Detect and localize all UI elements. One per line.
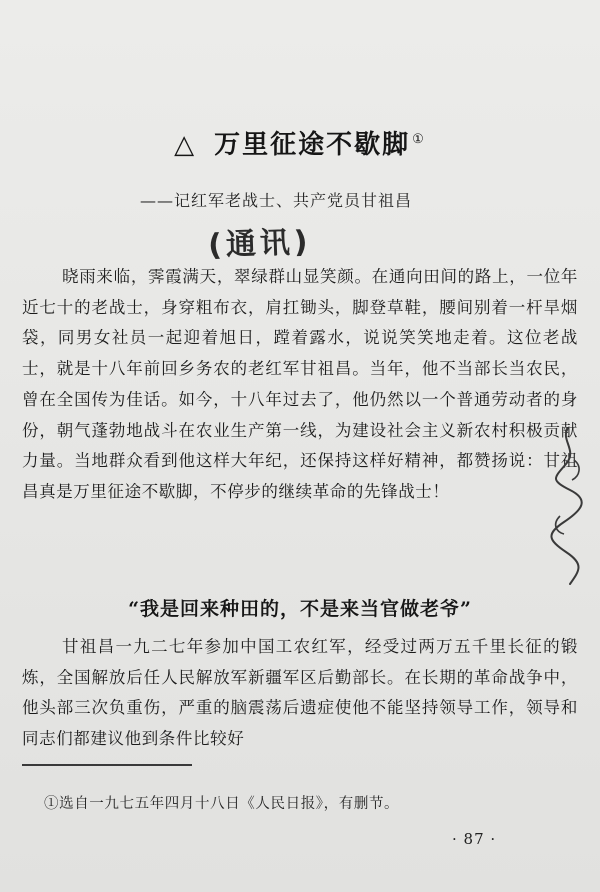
footnote-divider [22,764,192,766]
page-number: · 87 · [452,830,497,848]
title-footnote-mark: ① [412,132,426,148]
footnote: ①选自一九七五年四月十八日《人民日报》，有删节。 [44,796,400,812]
document-title [0,124,600,161]
title-text: 万里征途不歇脚 [214,130,411,160]
handwritten-annotation: (通讯) [207,224,313,264]
document-subtitle: ——记红军老战士、共产党员甘祖昌 [140,191,413,210]
body-paragraph-2: 甘祖昌一九二七年参加中国工农红军，经受过两万五千里长征的锻炼，全国解放后任人民解放军新疆军区后勤部长。在长期的革命战争中，他头部三次负重伤，严重的脑震荡后遗症使他不能坚持领导工作，领导和同志们都建议他到条件比较好 [22,637,578,749]
triangle-marker-icon: △ [174,130,197,160]
margin-scribble-icon [530,420,590,590]
body-paragraph-1: 晓雨来临，霁霞满天，翠绿群山显笑颜。在通向田间的路上，一位年近七十的老战士，身穿粗布衣，肩扛锄头，脚登草鞋，腰间别着一杆旱烟袋，同男女社员一起迎着旭日，蹚着露水，说说笑笑地走着。这位老战士，就是十八年前回乡务农的老红军甘祖昌。当年，他不当部长当农民，曾在全国传为佳话。如今，十八年过去了，他仍然以一个普通劳动者的身份，朝气蓬勃地战斗在农业生产第一线，为建设社会主义新农村积极贡献力量。当地群众看到他这样大年纪，还保持这样好精神，都赞扬说：甘祖昌真是万里征途不歇脚，不停步的继续革命的先锋战士！ [22,267,578,501]
section-heading: “我是回来种田的，不是来当官做老爷” [128,598,472,620]
